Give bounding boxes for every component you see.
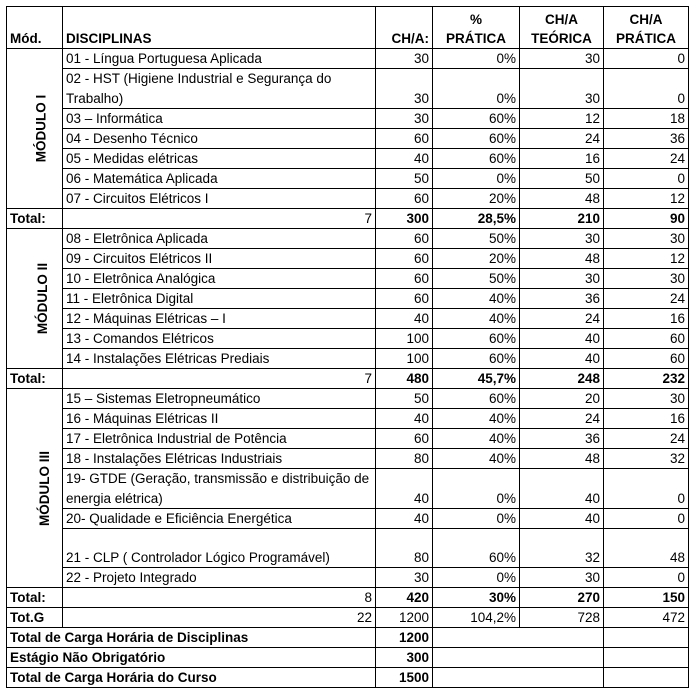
pra-value: 12: [604, 189, 689, 209]
discipline-name: 02 - HST (Higiene Industrial e Segurança do Trabalho): [63, 69, 376, 109]
table-row: [7, 329, 689, 349]
teo-value: 12: [520, 109, 604, 129]
ch-value: 80: [376, 449, 433, 469]
header-disciplinas: DISCIPLINAS: [63, 7, 376, 49]
teo-value: 40: [520, 349, 604, 369]
total-count: 8: [63, 588, 376, 608]
total-label: Total:: [7, 588, 63, 608]
total-ch: 480: [376, 369, 433, 389]
table-row: [7, 309, 689, 329]
pct-value: 60%: [433, 389, 520, 409]
table-row: [7, 449, 689, 469]
total-teo: 210: [520, 209, 604, 229]
ch-value: 30: [376, 568, 433, 588]
table-row: [7, 69, 689, 109]
total-label: Total:: [7, 369, 63, 389]
module-label-text: MÓDULO III: [37, 450, 52, 526]
summary-label: Total de Carga Horária do Curso: [7, 668, 376, 688]
ch-value: 40: [376, 409, 433, 429]
pra-value: 30: [604, 269, 689, 289]
teo-value: 30: [520, 568, 604, 588]
teo-value: 40: [520, 509, 604, 529]
pra-value: 0: [604, 568, 689, 588]
pra-value: 0: [604, 69, 689, 109]
module-label: [7, 389, 63, 588]
ch-value: 30: [376, 109, 433, 129]
teo-value: 24: [520, 129, 604, 149]
ch-value: 30: [376, 69, 433, 109]
header-row: [7, 7, 689, 49]
table-row: [7, 568, 689, 588]
discipline-name: 12 - Máquinas Elétricas – I: [63, 309, 376, 329]
discipline-name: 22 - Projeto Integrado: [63, 568, 376, 588]
pra-value: 12: [604, 249, 689, 269]
empty-cell: [604, 668, 689, 688]
summary-row: [7, 648, 689, 668]
header-ch: CH/A:: [376, 7, 433, 49]
pct-value: 40%: [433, 289, 520, 309]
pra-value: 24: [604, 149, 689, 169]
ch-value: 40: [376, 509, 433, 529]
pct-value: 0%: [433, 469, 520, 509]
total-teo: 248: [520, 369, 604, 389]
total-row: [7, 369, 689, 389]
pct-value: 0%: [433, 49, 520, 69]
teo-value: 30: [520, 229, 604, 249]
pra-value: 0: [604, 169, 689, 189]
discipline-name: 21 - CLP ( Controlador Lógico Programável): [63, 529, 376, 568]
ch-value: 60: [376, 289, 433, 309]
ch-value: 60: [376, 249, 433, 269]
grand-total-teo: 728: [520, 608, 604, 628]
pra-value: 30: [604, 389, 689, 409]
table-row: [7, 509, 689, 529]
pct-value: 20%: [433, 189, 520, 209]
teo-value: 36: [520, 289, 604, 309]
teo-value: 30: [520, 69, 604, 109]
total-row: [7, 588, 689, 608]
discipline-name: 01 - Língua Portuguesa Aplicada: [63, 49, 376, 69]
pct-value: 60%: [433, 129, 520, 149]
module-label-text: MÓDULO II: [35, 262, 51, 335]
teo-value: 40: [520, 329, 604, 349]
pra-value: 18: [604, 109, 689, 129]
ch-value: 30: [376, 49, 433, 69]
pra-value: 24: [604, 429, 689, 449]
ch-value: 60: [376, 229, 433, 249]
ch-value: 60: [376, 129, 433, 149]
empty-cell: [433, 668, 604, 688]
total-row: [7, 209, 689, 229]
table-row: [7, 349, 689, 369]
ch-value: 50: [376, 169, 433, 189]
grand-total-label: Tot.G: [7, 608, 63, 628]
pct-value: 0%: [433, 169, 520, 189]
pct-value: 60%: [433, 149, 520, 169]
ch-value: 60: [376, 429, 433, 449]
table-row: [7, 269, 689, 289]
module-label: [7, 49, 63, 209]
pra-value: 0: [604, 469, 689, 509]
grand-total-count: 22: [63, 608, 376, 628]
pct-value: 0%: [433, 568, 520, 588]
empty-cell: [433, 648, 604, 668]
pra-value: 16: [604, 409, 689, 429]
module-label-text: MÓDULO I: [33, 94, 49, 163]
total-count: 7: [63, 369, 376, 389]
empty-cell: [433, 628, 604, 648]
pct-value: 50%: [433, 269, 520, 289]
table-row: [7, 229, 689, 249]
pct-value: 40%: [433, 449, 520, 469]
summary-value: 300: [376, 648, 433, 668]
pra-value: 60: [604, 349, 689, 369]
total-pra: 232: [604, 369, 689, 389]
discipline-name: 07 - Circuitos Elétricos I: [63, 189, 376, 209]
empty-cell: [604, 628, 689, 648]
ch-value: 40: [376, 149, 433, 169]
table-row: [7, 149, 689, 169]
discipline-name: 13 - Comandos Elétricos: [63, 329, 376, 349]
grand-total-ch: 1200: [376, 608, 433, 628]
ch-value: 40: [376, 309, 433, 329]
discipline-name: 18 - Instalações Elétricas Industriais: [63, 449, 376, 469]
summary-label: Total de Carga Horária de Disciplinas: [7, 628, 376, 648]
table-row: [7, 49, 689, 69]
teo-value: 50: [520, 169, 604, 189]
table-row: [7, 289, 689, 309]
header-pct-pratica: % PRÁTICA: [433, 7, 520, 49]
header-ch-teorica: CH/A TEÓRICA: [520, 7, 604, 49]
pct-value: 0%: [433, 69, 520, 109]
discipline-name: 06 - Matemática Aplicada: [63, 169, 376, 189]
table-row: [7, 109, 689, 129]
pra-value: 24: [604, 289, 689, 309]
module-label: [7, 229, 63, 369]
grand-total-pra: 472: [604, 608, 689, 628]
table-row: [7, 189, 689, 209]
pra-value: 32: [604, 449, 689, 469]
total-pra: 90: [604, 209, 689, 229]
summary-value: 1200: [376, 628, 433, 648]
pra-value: 0: [604, 509, 689, 529]
pct-value: 40%: [433, 429, 520, 449]
discipline-name: 03 – Informática: [63, 109, 376, 129]
table-row: [7, 469, 689, 509]
teo-value: 20: [520, 389, 604, 409]
ch-value: 100: [376, 349, 433, 369]
total-pra: 150: [604, 588, 689, 608]
pra-value: 48: [604, 529, 689, 568]
discipline-name: 14 - Instalações Elétricas Prediais: [63, 349, 376, 369]
teo-value: 48: [520, 189, 604, 209]
pct-value: 60%: [433, 329, 520, 349]
pct-value: 20%: [433, 249, 520, 269]
teo-value: 32: [520, 529, 604, 568]
header-mod: Mód.: [7, 7, 63, 49]
grand-total-pct: 104,2%: [433, 608, 520, 628]
discipline-name: 10 - Eletrônica Analógica: [63, 269, 376, 289]
summary-row: [7, 628, 689, 648]
discipline-name: 08 - Eletrônica Aplicada: [63, 229, 376, 249]
pct-value: 60%: [433, 529, 520, 568]
discipline-name: 15 – Sistemas Eletropneumático: [63, 389, 376, 409]
teo-value: 24: [520, 309, 604, 329]
pct-value: 0%: [433, 509, 520, 529]
table-row: [7, 429, 689, 449]
ch-value: 60: [376, 189, 433, 209]
teo-value: 48: [520, 449, 604, 469]
table-row: [7, 249, 689, 269]
total-pct: 45,7%: [433, 369, 520, 389]
pct-value: 50%: [433, 229, 520, 249]
ch-value: 80: [376, 529, 433, 568]
table-row: [7, 129, 689, 149]
discipline-name: 11 - Eletrônica Digital: [63, 289, 376, 309]
ch-value: 50: [376, 389, 433, 409]
total-ch: 300: [376, 209, 433, 229]
grand-total-row: [7, 608, 689, 628]
discipline-name: 05 - Medidas elétricas: [63, 149, 376, 169]
curriculum-table: [6, 6, 689, 688]
pct-value: 60%: [433, 349, 520, 369]
teo-value: 48: [520, 249, 604, 269]
pct-value: 40%: [433, 409, 520, 429]
total-pct: 28,5%: [433, 209, 520, 229]
ch-value: 40: [376, 469, 433, 509]
pct-value: 40%: [433, 309, 520, 329]
discipline-name: 16 - Máquinas Elétricas II: [63, 409, 376, 429]
total-pct: 30%: [433, 588, 520, 608]
ch-value: 60: [376, 269, 433, 289]
total-label: Total:: [7, 209, 63, 229]
total-ch: 420: [376, 588, 433, 608]
empty-cell: [604, 648, 689, 668]
summary-row: [7, 668, 689, 688]
ch-value: 100: [376, 329, 433, 349]
summary-label: Estágio Não Obrigatório: [7, 648, 376, 668]
discipline-name: 20- Qualidade e Eficiência Energética: [63, 509, 376, 529]
total-teo: 270: [520, 588, 604, 608]
pra-value: 60: [604, 329, 689, 349]
table-row: [7, 389, 689, 409]
teo-value: 24: [520, 409, 604, 429]
pra-value: 0: [604, 49, 689, 69]
pra-value: 36: [604, 129, 689, 149]
teo-value: 16: [520, 149, 604, 169]
teo-value: 36: [520, 429, 604, 449]
table-row: [7, 169, 689, 189]
summary-value: 1500: [376, 668, 433, 688]
pra-value: 16: [604, 309, 689, 329]
discipline-name: 19- GTDE (Geração, transmissão e distribuição de energia elétrica): [63, 469, 376, 509]
total-count: 7: [63, 209, 376, 229]
discipline-name: 17 - Eletrônica Industrial de Potência: [63, 429, 376, 449]
table-row: [7, 529, 689, 568]
teo-value: 40: [520, 469, 604, 509]
header-ch-pratica: CH/A PRÁTICA: [604, 7, 689, 49]
pra-value: 30: [604, 229, 689, 249]
teo-value: 30: [520, 269, 604, 289]
pct-value: 60%: [433, 109, 520, 129]
teo-value: 30: [520, 49, 604, 69]
table-row: [7, 409, 689, 429]
discipline-name: 09 - Circuitos Elétricos II: [63, 249, 376, 269]
discipline-name: 04 - Desenho Técnico: [63, 129, 376, 149]
